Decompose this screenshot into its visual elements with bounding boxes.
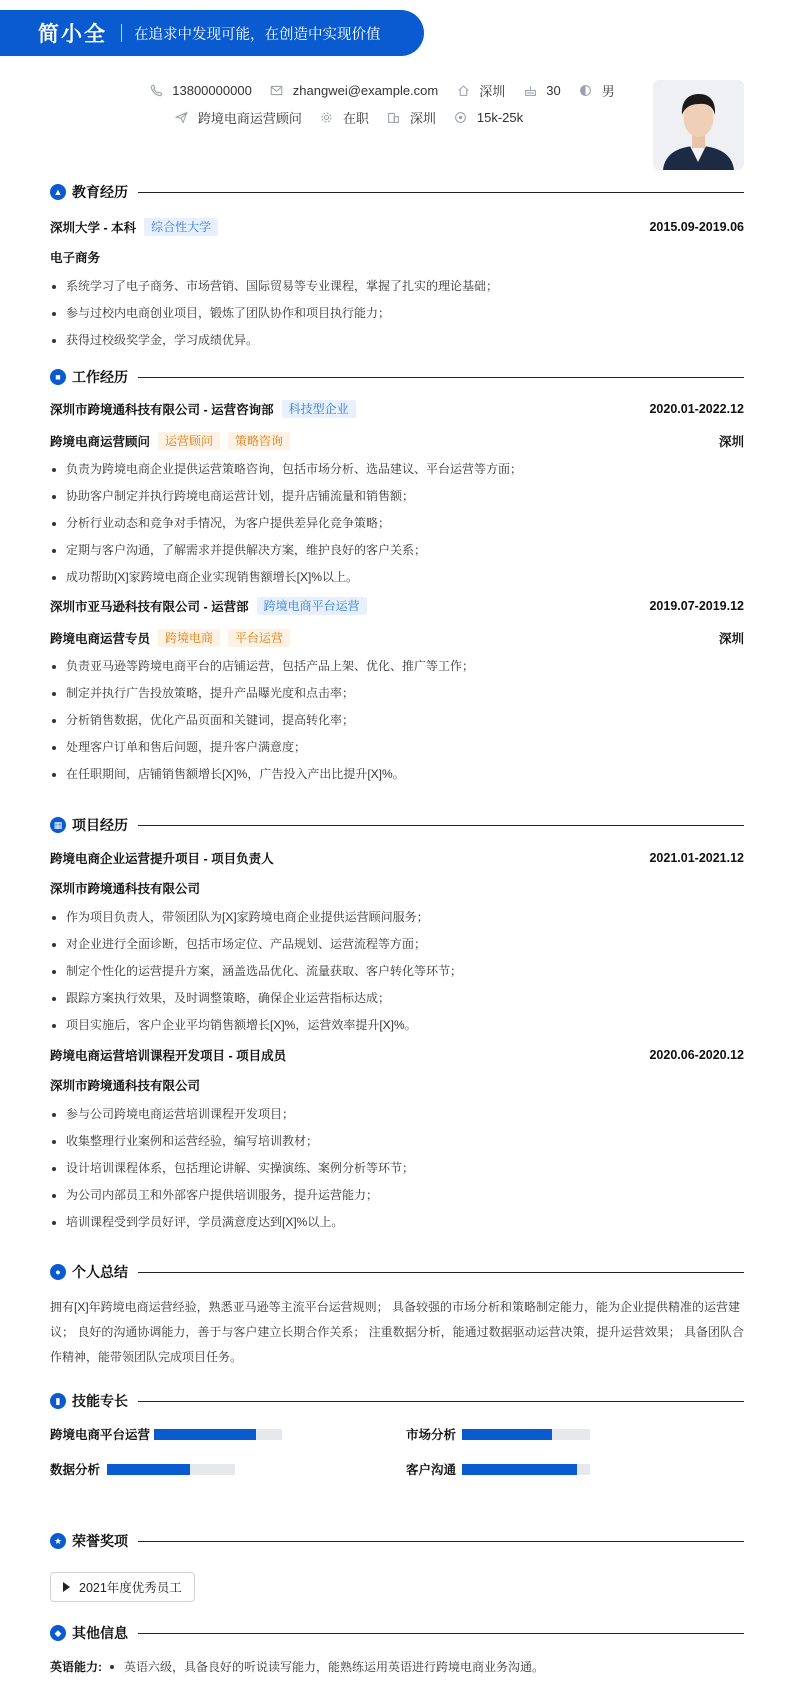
contact-target-city: 深圳 — [387, 108, 436, 127]
projects-header: ▦ 项目经历 — [50, 815, 744, 835]
info-icon: ◆ — [50, 1625, 66, 1641]
project-entry-2 — [50, 1045, 744, 1236]
list-item: 定期与客户沟通，了解需求并提供解决方案，维护良好的客户关系； — [50, 537, 744, 564]
list-item: 跟踪方案执行效果，及时调整策略，确保企业运营指标达成； — [50, 985, 744, 1012]
summary-text — [50, 1295, 744, 1370]
work-entry-2 — [50, 596, 744, 788]
project-period: 2021.01-2021.12 — [649, 851, 744, 865]
skills-header: ▮ 技能专长 — [50, 1391, 744, 1411]
awards-header: ★ 荣誉奖项 — [50, 1531, 744, 1551]
work-entry-1 — [50, 399, 744, 591]
work-city: 深圳 — [718, 632, 744, 646]
contact-gender: 男 — [579, 81, 615, 100]
major: 电子商务 — [50, 251, 101, 265]
position-tag: 跨境电商 — [158, 629, 220, 647]
education-bullets — [50, 273, 744, 354]
list-item: 对企业进行全面诊断，包括市场定位、产品规划、运营流程等方面； — [50, 931, 744, 958]
summary-line: 作精神，能带领团队完成项目任务。 — [50, 1350, 243, 1364]
section-divider — [138, 192, 744, 193]
list-item: 项目实施后，客户企业平均销售额增长[X]%，运营效率提升[X]%。 — [50, 1012, 744, 1039]
english-text: 英语六级，具备良好的听说读写能力，能熟练运用英语进行跨境电商业务沟通。 — [124, 1660, 545, 1674]
list-item: 在任职期间，店铺销售额增长[X]%，广告投入产出比提升[X]%。 — [50, 761, 744, 788]
skill-bar — [462, 1429, 590, 1440]
other-header: ◆ 其他信息 — [50, 1623, 744, 1643]
section-divider — [138, 1633, 744, 1634]
award-icon: ★ — [50, 1533, 66, 1549]
education-entry — [50, 217, 744, 354]
list-item: 成功帮助[X]家跨境电商企业实现销售额增长[X]%以上。 — [50, 564, 744, 591]
list-item: 负责为跨境电商企业提供运营策略咨询，包括市场分析、选品建议、平台运营等方面； — [50, 456, 744, 483]
skill-name: 客户沟通 — [406, 1463, 457, 1477]
header-divider — [121, 24, 122, 42]
other-section — [50, 1623, 744, 1643]
work-bullets — [50, 456, 744, 591]
candidate-slogan: 在追求中发现可能，在创造中实现价值 — [134, 26, 381, 43]
work-period: 2019.07-2019.12 — [649, 599, 744, 613]
section-divider — [138, 377, 744, 378]
gear-icon — [320, 111, 334, 125]
contact-age: 30 — [523, 83, 560, 98]
company-name: 深圳市跨境通科技有限公司 - 运营咨询部 — [50, 403, 274, 417]
phone-icon — [149, 84, 163, 98]
cake-icon — [523, 84, 537, 98]
avatar — [653, 80, 744, 170]
list-item: 负责亚马逊等跨境电商平台的店铺运营，包括产品上架、优化、推广等工作； — [50, 653, 744, 680]
building-icon — [387, 111, 401, 125]
coin-icon — [454, 111, 468, 125]
contact-city: 深圳 — [456, 81, 505, 100]
list-item: 制定并执行广告投放策略，提升产品曝光度和点击率； — [50, 680, 744, 707]
skill-name: 跨境电商平台运营 — [50, 1428, 151, 1442]
home-icon — [456, 84, 470, 98]
project-name: 跨境电商运营培训课程开发项目 - 项目成员 — [50, 1049, 287, 1063]
summary-section — [50, 1262, 744, 1282]
education-section — [50, 182, 744, 202]
skill-name: 市场分析 — [406, 1428, 457, 1442]
summary-line: 议； 良好的沟通协调能力，善于与客户建立长期合作关系； 注重数据分析，能通过数据驱动运营决策，提升运营效果； 具备团队合 — [50, 1325, 745, 1339]
company-tag: 科技型企业 — [282, 400, 356, 418]
education-period: 2015.09-2019.06 — [649, 220, 744, 234]
contact-status: 在职 — [320, 108, 369, 127]
list-item: 制定个性化的运营提升方案，涵盖选品优化、流量获取、客户转化等环节； — [50, 958, 744, 985]
list-item: 参与过校内电商创业项目，锻炼了团队协作和项目执行能力； — [50, 300, 744, 327]
list-item: 处理客户订单和售后问题，提升客户满意度； — [50, 734, 744, 761]
summary-line: 拥有[X]年跨境电商运营经验，熟悉亚马逊等主流平台运营规则； 具备较强的市场分析和策略制定能力，能为企业提供精准的运营建 — [50, 1300, 741, 1314]
skill-bar — [107, 1464, 235, 1475]
list-item: 分析销售数据，优化产品页面和关键词，提高转化率； — [50, 707, 744, 734]
work-section — [50, 367, 744, 387]
skill-bar-fill — [154, 1429, 256, 1440]
school-name: 深圳大学 - 本科 — [50, 221, 137, 235]
skills-section — [50, 1391, 744, 1411]
position-tag: 策略咨询 — [228, 432, 290, 450]
person-icon: ● — [50, 1264, 66, 1280]
skill-bar — [462, 1464, 590, 1475]
project-company: 深圳市跨境通科技有限公司 — [50, 1079, 201, 1093]
award-label: 2021年度优秀员工 — [79, 1581, 182, 1595]
graduation-cap-icon: ▲ — [50, 184, 66, 200]
section-divider — [138, 1401, 744, 1402]
english-label: 英语能力: — [50, 1660, 102, 1674]
work-bullets — [50, 653, 744, 788]
position-name: 跨境电商运营专员 — [50, 632, 151, 646]
bar-chart-icon: ▮ — [50, 1393, 66, 1409]
candidate-name: 简小全 — [38, 23, 107, 46]
company-tag: 跨境电商平台运营 — [257, 597, 367, 615]
list-item: 作为项目负责人，带领团队为[X]家跨境电商企业提供运营顾问服务； — [50, 904, 744, 931]
bullet-dot — [110, 1665, 114, 1669]
project-entry-1 — [50, 848, 744, 1039]
contact-salary: 15k-25k — [454, 110, 523, 125]
grid-icon: ▦ — [50, 817, 66, 833]
position-tag: 运营顾问 — [158, 432, 220, 450]
education-header: ▲ 教育经历 — [50, 182, 744, 202]
list-item: 协助客户制定并执行跨境电商运营计划，提升店铺流量和销售额； — [50, 483, 744, 510]
position-tag: 平台运营 — [228, 629, 290, 647]
award-chip — [50, 1572, 195, 1602]
project-period: 2020.06-2020.12 — [649, 1048, 744, 1062]
list-item: 参与公司跨境电商运营培训课程开发项目； — [50, 1101, 744, 1128]
project-company: 深圳市跨境通科技有限公司 — [50, 882, 201, 896]
list-item: 收集整理行业案例和运营经验，编写培训教材； — [50, 1128, 744, 1155]
contact-phone: 13800000000 — [149, 83, 252, 98]
school-tag: 综合性大学 — [144, 218, 218, 236]
skill-bar-fill — [107, 1464, 190, 1475]
list-item: 获得过校级奖学金，学习成绩优异。 — [50, 327, 744, 354]
work-header: ■ 工作经历 — [50, 367, 744, 387]
work-city: 深圳 — [718, 435, 744, 449]
skill-bar-fill — [462, 1429, 552, 1440]
project-bullets — [50, 1101, 744, 1236]
gender-icon — [579, 84, 593, 98]
list-item: 分析行业动态和竞争对手情况，为客户提供差异化竞争策略； — [50, 510, 744, 537]
project-name: 跨境电商企业运营提升项目 - 项目负责人 — [50, 852, 274, 866]
section-divider — [138, 1541, 744, 1542]
list-item: 培训课程受到学员好评，学员满意度达到[X]%以上。 — [50, 1209, 744, 1236]
contact-target-job: 跨境电商运营顾问 — [175, 108, 302, 127]
english-ability — [50, 1658, 544, 1675]
project-bullets — [50, 904, 744, 1039]
awards-section — [50, 1531, 744, 1551]
section-divider — [138, 1272, 744, 1273]
send-icon — [175, 111, 189, 125]
summary-header: ● 个人总结 — [50, 1262, 744, 1282]
triangle-icon — [63, 1582, 70, 1592]
skill-bar — [154, 1429, 282, 1440]
projects-section — [50, 815, 744, 835]
skill-bar-fill — [462, 1464, 577, 1475]
skill-name: 数据分析 — [50, 1463, 101, 1477]
list-item: 设计培训课程体系，包括理论讲解、实操演练、案例分析等环节； — [50, 1155, 744, 1182]
list-item: 为公司内部员工和外部客户提供培训服务，提升运营能力； — [50, 1182, 744, 1209]
briefcase-icon: ■ — [50, 369, 66, 385]
position-name: 跨境电商运营顾问 — [50, 435, 151, 449]
section-divider — [138, 825, 744, 826]
list-item: 系统学习了电子商务、市场营销、国际贸易等专业课程，掌握了扎实的理论基础； — [50, 273, 744, 300]
company-name: 深圳市亚马逊科技有限公司 - 运营部 — [50, 600, 249, 614]
contact-email: zhangwei@example.com — [270, 83, 438, 98]
work-period: 2020.01-2022.12 — [649, 402, 744, 416]
mail-icon — [270, 84, 284, 98]
header-banner — [0, 10, 424, 56]
